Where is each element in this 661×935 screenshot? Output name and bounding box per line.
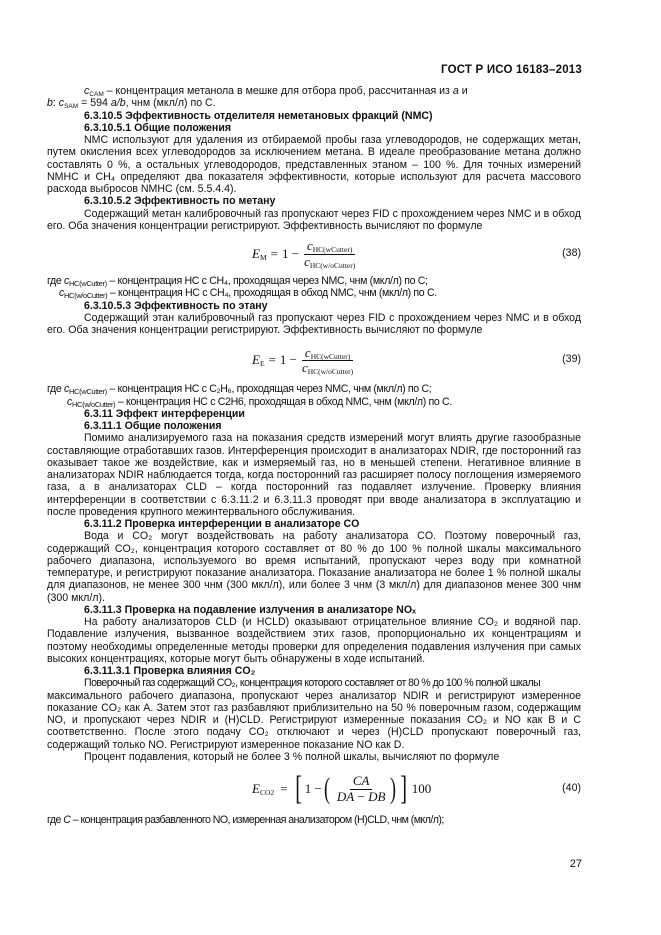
paragraph: Вода и CO₂ могут воздействовать на работу анализатора CO. Поэтому поверочный газ, содержащий CO₂, концентрация которого составляет от 80 % до 100 % полной шкалы максимального рабочего диапазона, используемого во время испытаний, пропускают через воду при комнатной температуре, и регистрируют показание анализатора. Показание анализатора не более 1 % полной шкалы для диапазонов, не менее 300 чнм (300 мкл/л), или более 3 чнм (3 мкл/л) для диапазонов менее 300 чнм (300 мкл/л). [47, 530, 581, 604]
equation-39: $E_E$ = 1 − $\frac{c_{HC(wCutter)}}{c_{HC(w/oCutter)}}$ (39) [252, 344, 581, 376]
section-heading: 6.3.10.5 Эффективность отделителя неметановых фракций (NMC) [84, 109, 433, 122]
paragraph: максимального рабочего диапазона, пропускают через анализатор NDIR и регистрируют измеренное показание CO₂ как A. Затем этот газ разбавляют приблизительно на 50 % поверочным газом, содержащим NO, и пропускают через NDIR и (H)CLD. Регистрируют измеренные показания CO₂ и NO как B и C соответственно. После этого подачу CO₂ отключают и через (H)CLD пропускают поверочный газ, содержащий только NO. Регистрируют измеренное показание NO как D. [47, 689, 581, 751]
section-heading: 6.3.11.3 Проверка на подавление излучения в анализаторе NOₓ [84, 603, 416, 616]
equation-40: $E_{CO2}$ = [ 1 − ( $\frac{CA}{DA - DB}$ ) ] 100 (40) [252, 770, 581, 807]
text-line: $c_{CAM}$ – концентрация метанола в мешке для отбора проб, рассчитанная из a и [84, 85, 468, 98]
section-heading: 6.3.10.5.3 Эффективность по этану [84, 299, 268, 312]
section-heading: 6.3.11.2 Проверка интерференции в анализаторе CO [84, 518, 360, 530]
where-clause: где C – концентрация разбавленного NO, измеренная анализатором (H)CLD, чнм (мкл/л); [47, 814, 444, 826]
section-heading: 6.3.11.1 Общие положения [84, 420, 222, 432]
equation-number: (38) [562, 247, 581, 259]
paragraph: Процент подавления, который не более 3 % полной шкалы, вычисляют по формуле [84, 750, 500, 763]
where-clause: где $c_{HC(wCutter)}$ – концентрация HC с CH₄, проходящая через NMC, чнм (мкл/л) по С; [47, 275, 428, 288]
equation-38: $E_M$ = 1 − $\frac{c_{HC(wCutter)}}{c_{HC(w/oCutter)}}$ (38) [252, 238, 581, 270]
page-number: 27 [569, 858, 582, 870]
where-clause: $c_{HC(w/oCutter)}$ – концентрация HC с CH₄, проходящая в обход NMC, чнм (мкл/л) по С. [59, 287, 437, 301]
where-clause: $c_{HC(w/oCutter)}$ – концентрация HC с C2H6, проходящая в обход NMC, чнм (мкл/л) по С. [67, 395, 452, 409]
section-heading: 6.3.11 Эффект интерференции [84, 407, 245, 420]
where-clause: где $c_{HC(wCutter)}$ – концентрация HC с C₂H₆, проходящая через NMC, чнм (мкл/л) по С; [47, 383, 432, 397]
paragraph: Помимо анализируемого газа на показания средств измерений могут влиять другие газообразные составляющие отработавших газов. Интерференция происходит в анализаторах NDIR, где посторонний газ оказывает такое же воздействие, как и измеряемый газ, но в меньшей степени. Негативное влияние в анализаторах NDIR наблюдается тогда, когда посторонний газ расширяет полосу поглощения измеряемого газа, а в анализаторах CLD – когда посторонний газ подавляет излучение. Проверку влияния интерференции в соответствии с 6.3.11.2 и 6.3.11.3 проводят при вводе анализатора в эксплуатацию и после проведения крупного межинтервального обслуживания. [47, 432, 581, 518]
section-heading: 6.3.10.5.2 Эффективность по метану [84, 195, 276, 208]
paragraph: На работу анализаторов CLD (и HCLD) оказывают отрицательное влияние CO₂ и водяной пар. Подавление излучения, вызванное воздействием этих газов, пропорционально их концентрациям и поэтому необходимы определенные методы проверки для определения подавления излучения при самых высоких концентрациях, которые могут быть обнаружены в ходе испытаний. [47, 616, 581, 665]
document-header: ГОСТ Р ИСО 16183–2013 [441, 64, 582, 76]
section-heading: 6.3.10.5.1 Общие положения [84, 121, 232, 134]
equation-number: (39) [562, 353, 581, 366]
text-line: b: $c_{SAM} = 594$ a/b, чнм (мкл/л) по С. [47, 97, 216, 111]
section-heading: 6.3.11.3.1 Проверка влияния CO₂ [84, 665, 256, 677]
equation-number: (40) [562, 782, 581, 794]
page-body [47, 85, 581, 826]
paragraph: NMC используют для удаления из отбираемой пробы газа углеводородов, не содержащих метан, путем окисления всех углеводородов за исключением метана. В идеале преобразование метана должно составлять 0 %, а остальных углеводородов, представленных этаном – 100 %. Для точных измерений NMHC и CH₄ определяют два показателя эффективности, которые используют для расчета массового расхода выбросов NMHC (см. 5.5.4.4). [47, 134, 581, 195]
paragraph: Содержащий метан калибровочный газ пропускают через FID с прохождением через NMC и в обход его. Оба значения концентрации регистрируют. Эффективность вычисляют по формуле [47, 207, 581, 232]
paragraph: Поверочный газ содержащий CO₂, концентрация которого составляет от 80 % до 100 % полной шкалы [84, 677, 541, 690]
paragraph: Содержащий этан калибровочный газ пропускают через FID с прохождением через NMC и в обход его. Оба значения концентрации регистрируют. Эффективность вычисляют по формуле [47, 311, 581, 336]
